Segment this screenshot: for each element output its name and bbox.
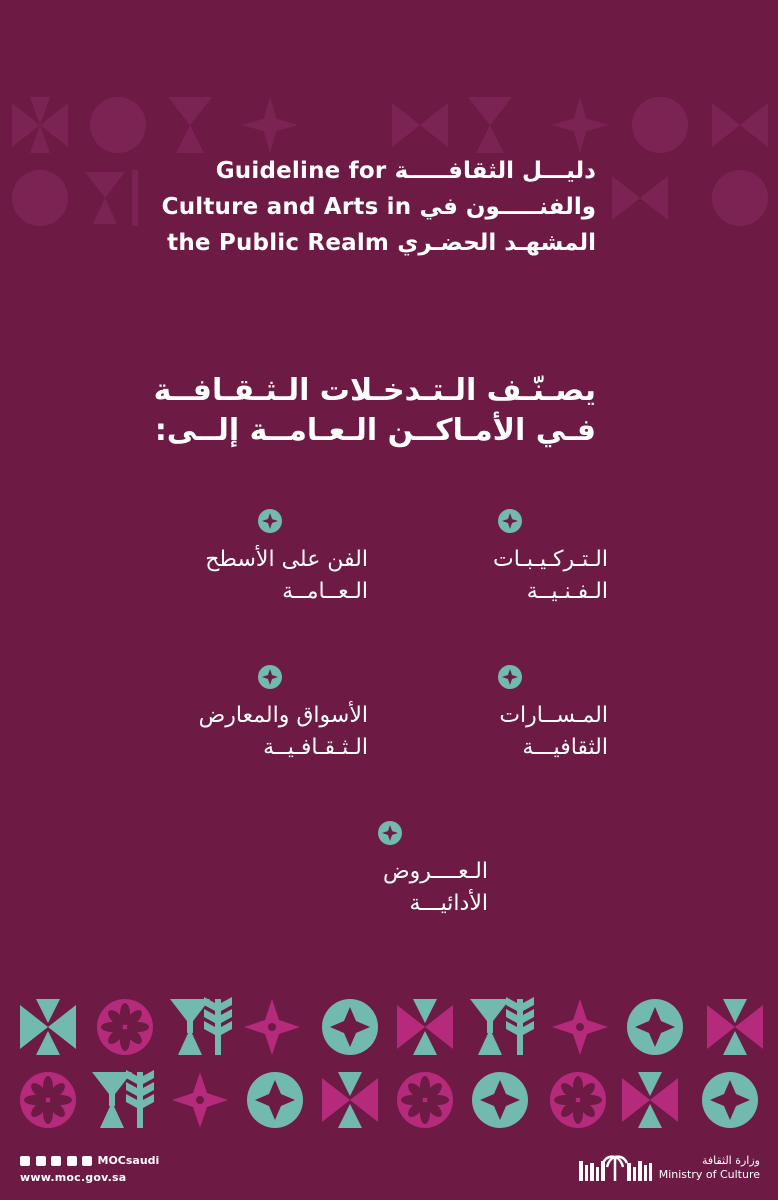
four-point-star-motif-icon [244, 999, 300, 1055]
star-circle-motif-icon [627, 999, 683, 1055]
flower-circle-motif-icon [550, 1072, 606, 1128]
hourglass-motif-icon [85, 172, 125, 224]
lead-line-2: فـي الأمـاكــن الـعـامــة إلــى: [154, 413, 596, 448]
star-circle-motif-icon [322, 999, 378, 1055]
star-circle-motif-icon [247, 1072, 303, 1128]
star-circle-motif-icon [632, 97, 688, 153]
category-label-line2: الـعــامــة [282, 579, 368, 604]
logo-english-text: Ministry of Culture [658, 1168, 760, 1181]
arrow-tree-motif-icon [204, 997, 232, 1055]
category-label-line1: الـتـركـيـبـات [493, 547, 608, 572]
category-label-line2: الثقافيـــة [522, 735, 608, 760]
bowtie-motif-icon [397, 999, 453, 1055]
youtube-icon[interactable] [67, 1156, 77, 1166]
category-public-surfaces-art [160, 508, 380, 608]
title-line-2: Culture and Arts in والفنـــــون في [161, 194, 596, 220]
bowtie-motif-icon [622, 1072, 678, 1128]
diamond-star-icon [257, 664, 283, 690]
social-handle[interactable]: MOCsaudi [97, 1154, 160, 1167]
category-label-line1: المـســارات [499, 703, 608, 728]
category-art-installations [400, 508, 620, 608]
flower-circle-motif-icon [712, 170, 768, 226]
category-label-line2: الأدائيـــة [409, 891, 488, 916]
title-line-1: Guideline for دليـــل الثقافـــــة [215, 158, 596, 184]
bowtie-motif-icon [322, 1072, 378, 1128]
bottom-decorative-pattern [0, 990, 778, 1135]
category-label-line2: الـثـقـافـيــة [263, 735, 368, 760]
diamond-star-icon [497, 508, 523, 534]
category-label-line2: الـفـنـيــة [526, 579, 608, 604]
hourglass-motif-icon [470, 999, 510, 1055]
bowtie-motif-icon [707, 999, 763, 1055]
diamond-star-icon [257, 508, 283, 534]
title-line-3: the Public Realm المشهـد الحضـري [167, 230, 596, 256]
flower-circle-motif-icon [20, 1072, 76, 1128]
category-label-line1: الـعــــروض [382, 859, 488, 884]
star-circle-motif-icon [702, 1072, 758, 1128]
four-point-star-motif-icon [172, 1072, 228, 1128]
bowtie-motif-icon [612, 176, 668, 220]
category-cultural-trails [400, 664, 620, 764]
arrow-tree-motif-icon [506, 997, 534, 1055]
category-cultural-markets [160, 664, 380, 764]
bowtie-motif-icon [20, 999, 76, 1055]
flower-circle-motif-icon [97, 999, 153, 1055]
diamond-star-icon [377, 820, 403, 846]
bowtie-motif-icon [12, 97, 68, 153]
lead-line-1: يصـنّـف الـتـدخـلات الـثـقـافــة [153, 373, 596, 408]
ministry-logo [577, 1148, 760, 1188]
snapchat-icon[interactable] [82, 1156, 92, 1166]
flower-circle-motif-icon [90, 97, 146, 153]
star-circle-motif-icon [472, 1072, 528, 1128]
ministry-emblem-icon [577, 1151, 653, 1185]
footer-contact [20, 1152, 159, 1186]
arrow-tree-motif-icon [126, 1070, 154, 1128]
hourglass-motif-icon [168, 97, 212, 153]
diamond-star-icon [497, 664, 523, 690]
four-point-star-motif-icon [242, 97, 298, 153]
four-point-star-motif-icon [552, 97, 608, 153]
instagram-icon[interactable] [20, 1156, 30, 1166]
hourglass-motif-icon [468, 97, 512, 153]
website-url[interactable]: www.moc.gov.sa [20, 1171, 127, 1184]
category-performances [280, 820, 500, 920]
category-label-line1: الأسواق والمعارض [198, 703, 368, 728]
flower-circle-motif-icon [12, 170, 68, 226]
bowtie-motif-icon [392, 103, 448, 147]
logo-arabic-text: وزارة الثقافة [701, 1154, 760, 1167]
four-point-star-motif-icon [552, 999, 608, 1055]
category-label-line1: الفن على الأسطح [205, 547, 368, 572]
flower-circle-motif-icon [397, 1072, 453, 1128]
tiktok-icon[interactable] [51, 1156, 61, 1166]
bowtie-motif-icon [712, 103, 768, 147]
facebook-icon[interactable] [36, 1156, 46, 1166]
arrow-tree-motif-icon [132, 170, 138, 226]
